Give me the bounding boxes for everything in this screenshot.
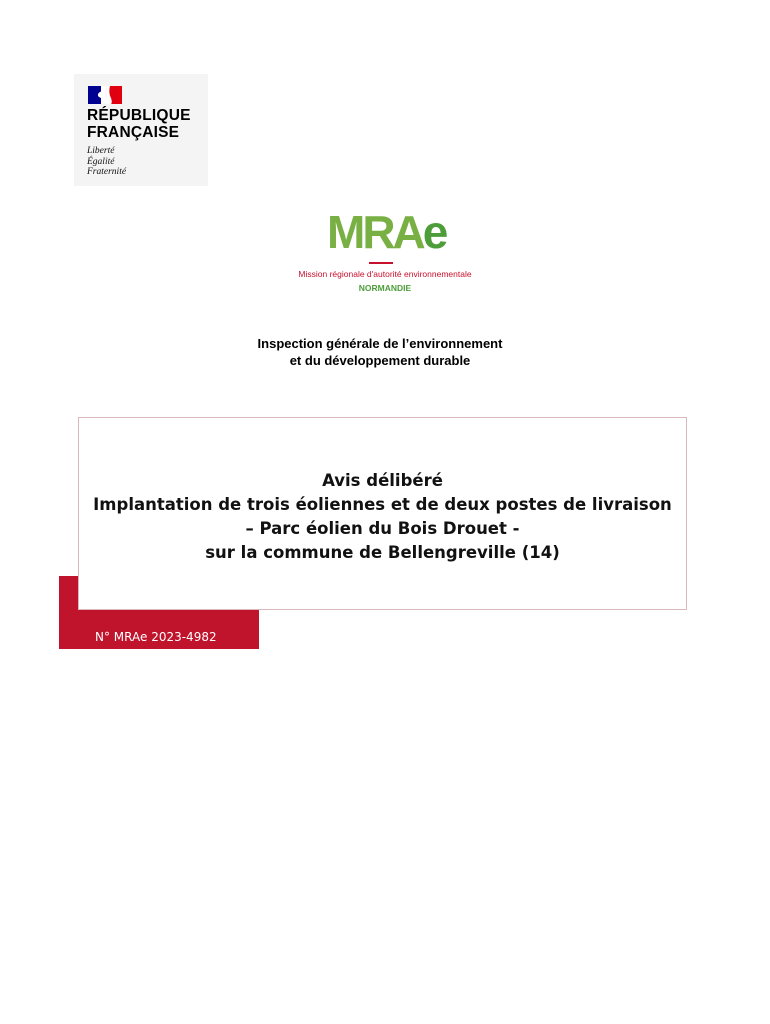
reference-number: N° MRAe 2023-4982 (95, 630, 217, 644)
mrae-region-text: NORMANDIE (358, 283, 412, 293)
title-box (78, 417, 687, 610)
republique-motto: Liberté Égalité Fraternité (87, 146, 127, 177)
republique-francaise-logo (74, 74, 208, 186)
marianne-emblem-icon (88, 84, 122, 106)
title-line-2: Implantation de trois éoliennes et de deux postes de livraison (93, 495, 672, 514)
mrae-wordmark-e: e (422, 206, 446, 258)
title-line-4: sur la commune de Bellengreville (14) (205, 543, 560, 562)
mrae-mission-text: Mission régionale d'autorité environnementale (298, 269, 472, 279)
mrae-logo (290, 205, 480, 297)
igedd-line-2: et du développement durable (289, 353, 471, 368)
title-line-1: Avis délibéré (322, 471, 443, 490)
republique-francaise-wordmark: RÉPUBLIQUE FRANÇAISE (87, 107, 191, 141)
title-line-3: – Parc éolien du Bois Drouet - (245, 519, 520, 538)
mrae-divider (369, 262, 393, 264)
igedd-heading (180, 335, 580, 369)
document-title (79, 469, 686, 565)
mrae-wordmark-mra: MRA (327, 206, 423, 258)
igedd-line-1: Inspection générale de l’environnement (257, 336, 503, 351)
mrae-wordmark (327, 206, 446, 258)
